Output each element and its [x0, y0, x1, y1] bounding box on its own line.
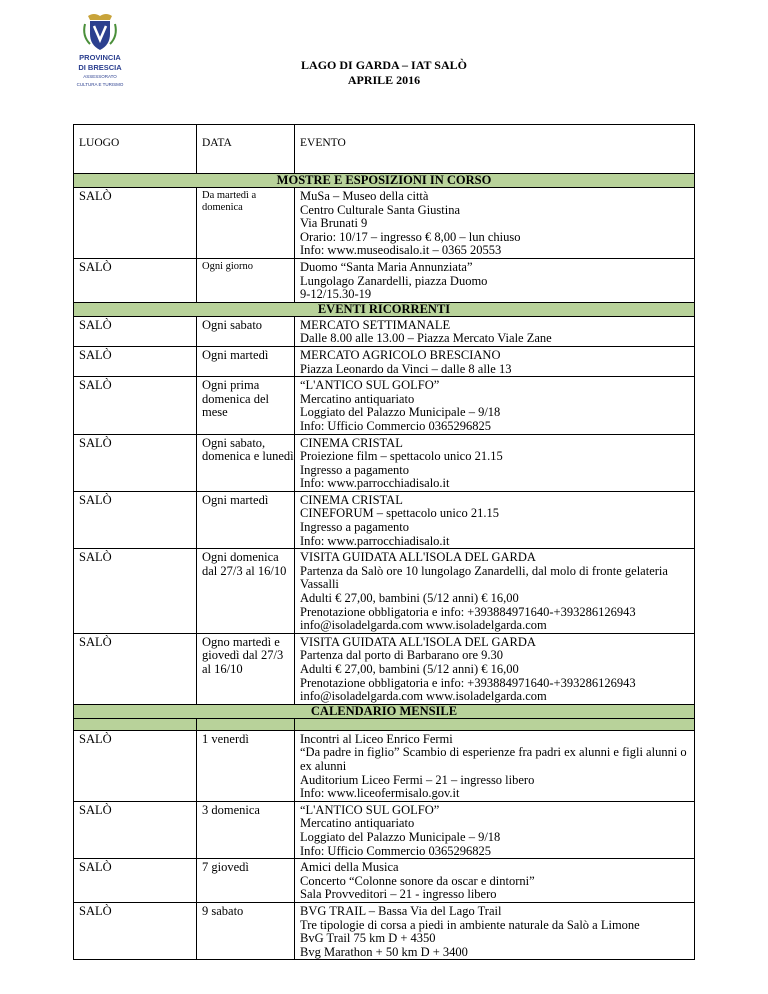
cell-evento: [295, 346, 695, 376]
section-spacer-row: [74, 718, 695, 730]
page-title: LAGO DI GARDA – IAT SALÒ: [301, 58, 467, 72]
cell-luogo: SALÒ: [74, 491, 197, 548]
cell-data: Ogni prima domenica del mese: [197, 377, 295, 434]
table-row: [74, 633, 695, 704]
cell-data: Ogni sabato, domenica e lunedì: [197, 434, 295, 491]
evento-line: Ingresso a pagamento: [300, 520, 409, 535]
cell-evento: [295, 377, 695, 434]
evento-line: Info: www.parrocchiadisalo.it: [300, 533, 450, 548]
evento-line: Amici della Musica: [300, 860, 399, 875]
evento-line: Adulti € 27,00, bambini (5/12 anni) € 16,00: [300, 662, 519, 676]
table-row: [74, 258, 695, 302]
cell-data: Ogni sabato: [197, 316, 295, 346]
evento-line: info@isoladelgarda.com www.isoladelgarda.com: [300, 618, 547, 633]
logo-sub2: CULTURA E TURISMO: [76, 81, 124, 87]
cell-data: 3 domenica: [197, 801, 295, 858]
cell-luogo: SALÒ: [74, 730, 197, 801]
evento-line: Bvg Marathon + 50 km D + 3400: [300, 944, 468, 959]
table-header-row: [74, 125, 695, 174]
evento-line: Lungolago Zanardelli, piazza Duomo: [300, 273, 488, 288]
evento-line: Mercatino antiquariato: [300, 391, 415, 406]
evento-line: MERCATO SETTIMANALE: [300, 317, 451, 332]
evento-line: Info: www.liceofermisalo.gov.it: [300, 786, 460, 801]
section-title: CALENDARIO MENSILE: [74, 704, 695, 718]
evento-line: “Da padre in figlio” Scambio di esperienze fra padri ex alunni e figli alunni o ex alunni: [300, 745, 687, 773]
cell-evento: [295, 491, 695, 548]
column-header-data: DATA: [197, 125, 295, 174]
logo-line1: PROVINCIA: [79, 53, 121, 62]
cell-evento: [295, 801, 695, 858]
evento-line: Info: Ufficio Commercio 0365296825: [300, 843, 492, 858]
evento-line: Ingresso a pagamento: [300, 462, 409, 477]
cell-evento: [295, 859, 695, 903]
table-row: [74, 801, 695, 858]
evento-line: “L'ANTICO SUL GOLFO”: [300, 802, 440, 817]
evento-line: Centro Culturale Santa Giustina: [300, 202, 461, 217]
cell-luogo: SALÒ: [74, 377, 197, 434]
section-title: MOSTRE E ESPOSIZIONI IN CORSO: [74, 174, 695, 188]
evento-line: CINEFORUM – spettacolo unico 21.15: [300, 506, 499, 521]
cell-luogo: SALÒ: [74, 859, 197, 903]
cell-luogo: SALÒ: [74, 316, 197, 346]
cell-evento: [295, 188, 695, 259]
cell-data: Ogni domenica dal 27/3 al 16/10: [197, 549, 295, 634]
section-title: EVENTI RICORRENTI: [74, 302, 695, 316]
section-header-row: [74, 704, 695, 718]
evento-line: CINEMA CRISTAL: [300, 435, 403, 450]
spacer-cell: [74, 718, 197, 730]
evento-line: Prenotazione obbligatoria e info: +393884971640-+393286126943: [300, 675, 636, 690]
section-header-row: [74, 174, 695, 188]
evento-line: CINEMA CRISTAL: [300, 492, 403, 507]
logo-sub1: ASSESSORATO: [83, 74, 117, 79]
table-row: [74, 434, 695, 491]
table-row: [74, 188, 695, 259]
evento-line: Dalle 8.00 alle 13.00 – Piazza Mercato Viale Zane: [300, 331, 552, 346]
cell-evento: [295, 633, 695, 704]
evento-line: Info: www.museodisalo.it – 0365 20553: [300, 243, 502, 258]
evento-line: Tre tipologie di corsa a piedi in ambiente naturale da Salò a Limone: [300, 917, 640, 932]
column-header-evento: EVENTO: [295, 125, 695, 174]
evento-line: BVG TRAIL – Bassa Via del Lago Trail: [300, 903, 502, 918]
cell-data: Ogni giorno: [197, 258, 295, 302]
cell-evento: [295, 434, 695, 491]
cell-data: Ogno martedì e giovedì dal 27/3 al 16/10: [197, 633, 295, 704]
spacer-cell: [197, 718, 295, 730]
cell-luogo: SALÒ: [74, 902, 197, 959]
evento-line: Info: www.parrocchiadisalo.it: [300, 476, 450, 491]
cell-data: Ogni martedì: [197, 346, 295, 376]
evento-line: Partenza dal porto di Barbarano ore 9.30: [300, 648, 504, 663]
evento-line: MuSa – Museo della città: [300, 189, 429, 203]
evento-line: Auditorium Liceo Fermi – 21 – ingresso libero: [300, 772, 535, 787]
cell-data: 9 sabato: [197, 902, 295, 959]
evento-line: 9-12/15.30-19: [300, 287, 372, 302]
evento-line: info@isoladelgarda.com www.isoladelgarda.com: [300, 689, 547, 704]
section-header-row: [74, 302, 695, 316]
evento-line: Info: Ufficio Commercio 0365296825: [300, 418, 492, 433]
page-subtitle: APRILE 2016: [347, 73, 421, 87]
evento-line: Mercatino antiquariato: [300, 816, 415, 831]
evento-line: Orario: 10/17 – ingresso € 8,00 – lun chiuso: [300, 229, 521, 244]
table-row: [74, 491, 695, 548]
logo-line2: DI BRESCIA: [78, 63, 122, 72]
cell-data: Ogni martedì: [197, 491, 295, 548]
cell-evento: [295, 258, 695, 302]
cell-luogo: SALÒ: [74, 434, 197, 491]
spacer-cell: [295, 718, 695, 730]
events-table: [73, 124, 695, 960]
cell-luogo: SALÒ: [74, 346, 197, 376]
cell-data: 1 venerdì: [197, 730, 295, 801]
cell-luogo: SALÒ: [74, 801, 197, 858]
cell-luogo: SALÒ: [74, 549, 197, 634]
evento-line: Piazza Leonardo da Vinci – dalle 8 alle 13: [300, 361, 512, 376]
table-row: [74, 346, 695, 376]
table-row: [74, 730, 695, 801]
evento-line: Concerto “Colonne sonore da oscar e dintorni”: [300, 873, 535, 888]
table-row: [74, 377, 695, 434]
table-row: [74, 859, 695, 903]
cell-evento: [295, 902, 695, 959]
evento-line: BvG Trail 75 km D + 4350: [300, 931, 436, 946]
evento-line: VISITA GUIDATA ALL'ISOLA DEL GARDA: [300, 550, 536, 565]
evento-line: Incontri al Liceo Enrico Fermi: [300, 731, 453, 746]
table-row: [74, 549, 695, 634]
evento-line: Partenza da Salò ore 10 lungolago Zanardelli, dal molo di fronte gelateria Vassalli: [300, 563, 668, 592]
cell-data: Da martedì a domenica: [197, 188, 295, 259]
cell-evento: [295, 549, 695, 634]
evento-line: Adulti € 27,00, bambini (5/12 anni) € 16,00: [300, 591, 519, 606]
evento-line: Via Brunati 9: [300, 216, 368, 231]
table-row: [74, 316, 695, 346]
cell-luogo: SALÒ: [74, 258, 197, 302]
cell-luogo: SALÒ: [74, 633, 197, 704]
evento-line: Sala Provveditori – 21 - ingresso libero: [300, 887, 497, 902]
evento-line: Proiezione film – spettacolo unico 21.15: [300, 449, 503, 464]
cell-luogo: SALÒ: [74, 188, 197, 259]
evento-line: Duomo “Santa Maria Annunziata”: [300, 259, 473, 274]
evento-line: Prenotazione obbligatoria e info: +393884971640-+393286126943: [300, 604, 636, 619]
coat-of-arms-icon: [80, 12, 120, 52]
evento-line: Loggiato del Palazzo Municipale – 9/18: [300, 829, 501, 844]
evento-line: “L'ANTICO SUL GOLFO”: [300, 378, 440, 393]
cell-data: 7 giovedì: [197, 859, 295, 903]
cell-evento: [295, 730, 695, 801]
evento-line: MERCATO AGRICOLO BRESCIANO: [300, 347, 501, 362]
evento-line: Loggiato del Palazzo Municipale – 9/18: [300, 405, 501, 420]
cell-evento: [295, 316, 695, 346]
column-header-luogo: LUOGO: [74, 125, 197, 174]
table-row: [74, 902, 695, 959]
evento-line: VISITA GUIDATA ALL'ISOLA DEL GARDA: [300, 634, 536, 649]
